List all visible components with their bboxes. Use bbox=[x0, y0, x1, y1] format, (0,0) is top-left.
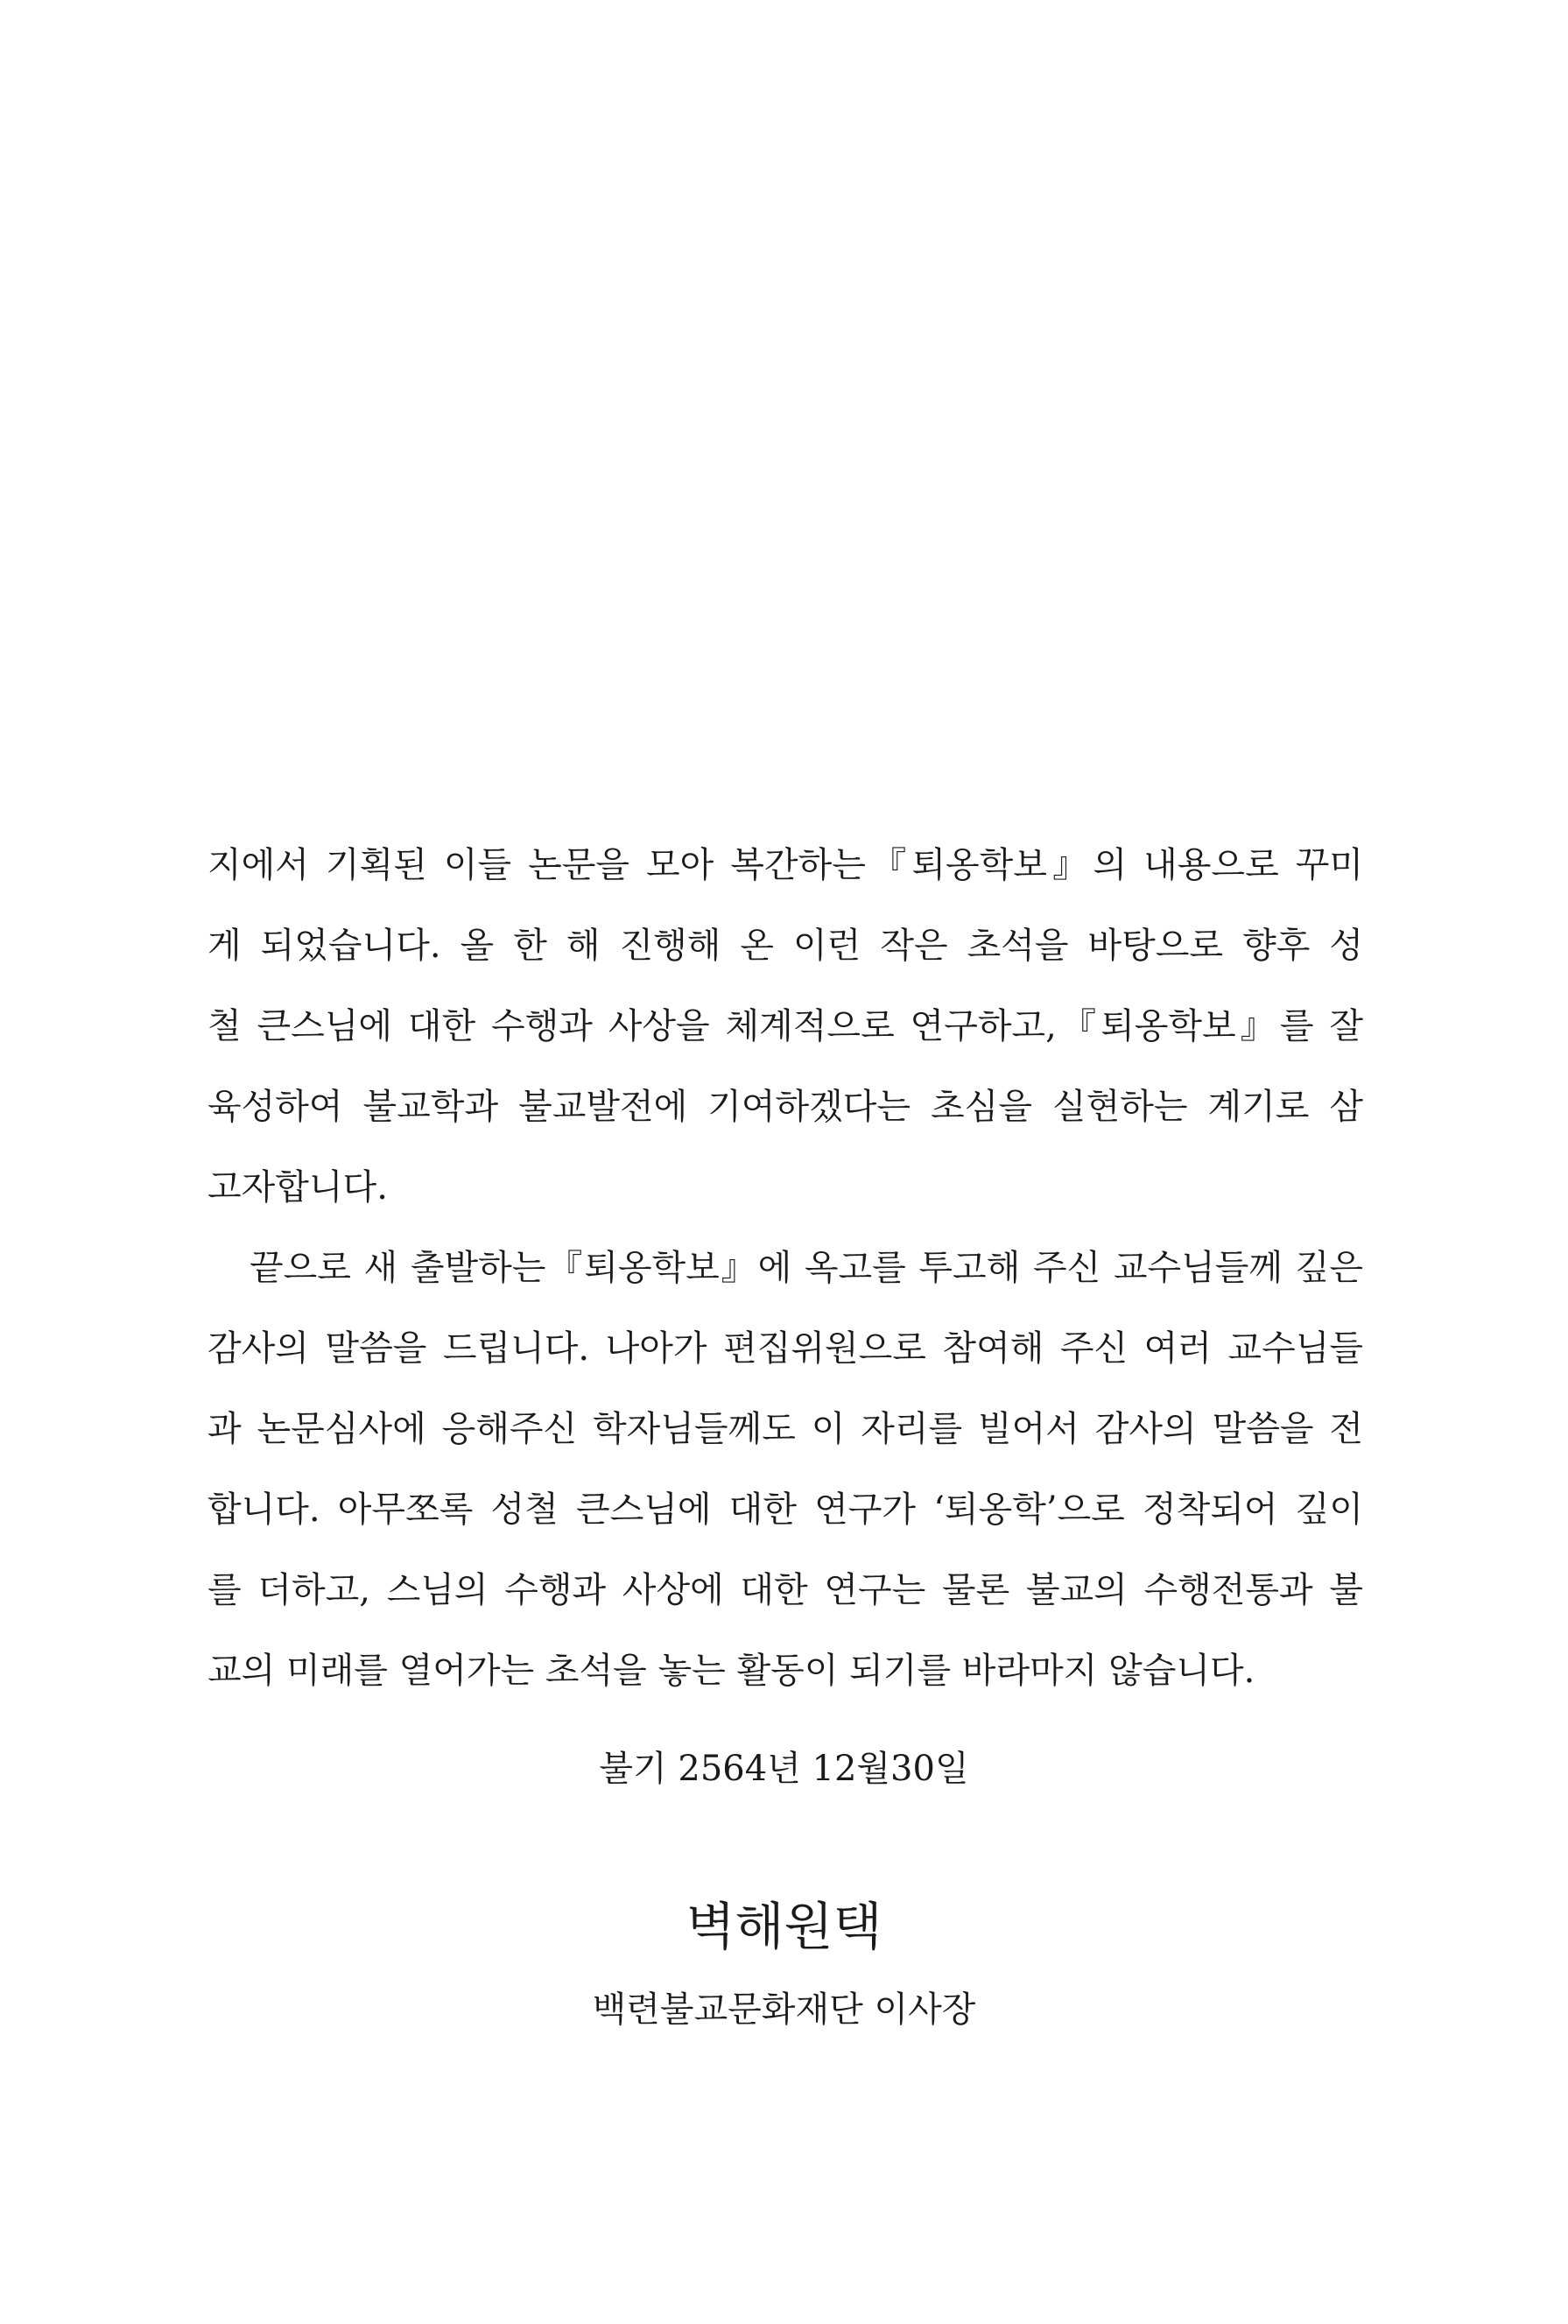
paragraph bbox=[207, 1228, 1363, 1711]
text-line: 게 되었습니다. 올 한 해 진행해 온 이런 작은 초석을 바탕으로 향후 성 bbox=[207, 926, 1363, 966]
body-text bbox=[207, 825, 1363, 1711]
paragraph bbox=[207, 825, 1363, 1228]
text-line: 고자합니다. bbox=[207, 1167, 388, 1208]
text-line: 합니다. 아무쪼록 성철 큰스님에 대한 연구가 ‘퇴옹학’으로 정착되어 깊이 bbox=[207, 1489, 1363, 1530]
text-line: 지에서 기획된 이들 논문을 모아 복간하는『퇴옹학보』의 내용으로 꾸미 bbox=[207, 845, 1363, 885]
text-line: 육성하여 불교학과 불교발전에 기여하겠다는 초심을 실현하는 계기로 삼 bbox=[207, 1087, 1363, 1127]
date-line: 불기 2564년 12월30일 bbox=[599, 1749, 969, 1789]
text-line: 를 더하고, 스님의 수행과 사상에 대한 연구는 물론 불교의 수행전통과 불 bbox=[207, 1570, 1363, 1610]
text-line: 감사의 말씀을 드립니다. 나아가 편집위원으로 참여해 주신 여러 교수님들 bbox=[207, 1328, 1363, 1369]
text-line: 과 논문심사에 응해주신 학자님들께도 이 자리를 빌어서 감사의 말씀을 전 bbox=[207, 1409, 1363, 1449]
text-line: 철 큰스님에 대한 수행과 사상을 체계적으로 연구하고,『퇴옹학보』를 잘 bbox=[207, 1006, 1363, 1046]
text-line: 교의 미래를 열어가는 초석을 놓는 활동이 되기를 바라마지 않습니다. bbox=[207, 1651, 1255, 1691]
signer-title: 백련불교문화재단 이사장 bbox=[592, 1989, 976, 2030]
signer-name: 벽해원택 bbox=[686, 1897, 882, 1956]
text-line: 끝으로 새 출발하는『퇴옹학보』에 옥고를 투고해 주신 교수님들께 깊은 bbox=[250, 1248, 1363, 1288]
